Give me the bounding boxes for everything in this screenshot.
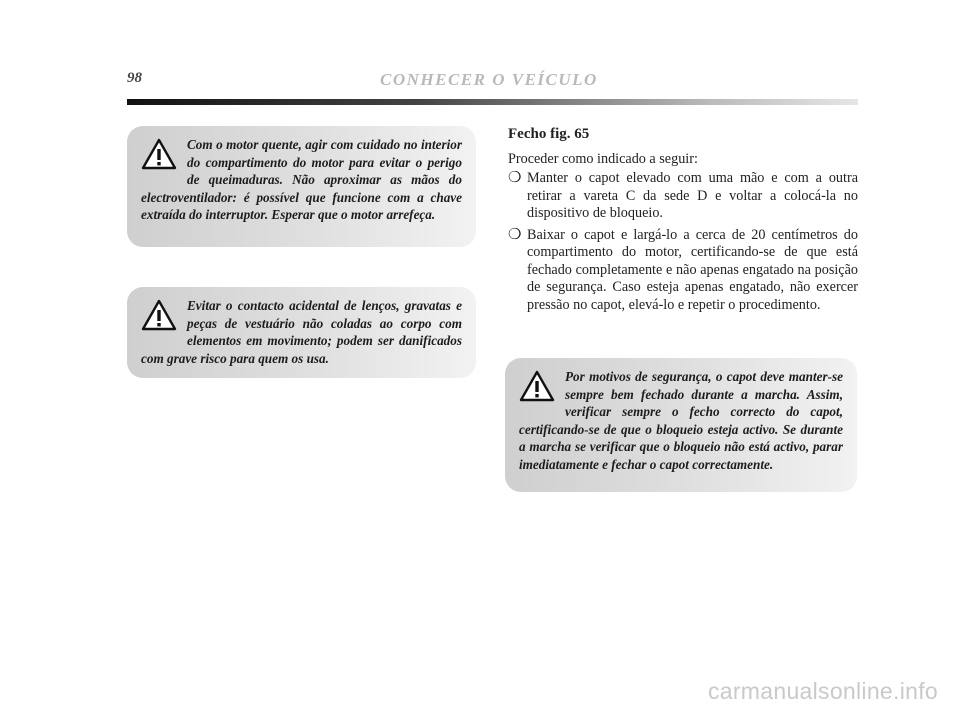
bullet-icon: ❍ (508, 170, 522, 186)
running-title: CONHECER O VEÍCULO (380, 70, 598, 89)
warning-box-hot-engine (127, 126, 476, 247)
header-rule (127, 99, 858, 105)
warning-box-bonnet-safety (505, 358, 857, 492)
warning-box-clothing (127, 287, 476, 378)
page-number: 98 (127, 70, 142, 86)
bullet-icon: ❍ (508, 226, 522, 243)
list-item (508, 227, 858, 315)
warning-triangle-icon (141, 138, 177, 170)
warning-text: Com o motor quente, agir com cuidado no interior do compartimento do motor para evitar o perigo de queimaduras. Não aproximar as mãos do electroventilador: é possível que funcione com a chave extraída do interruptor. Esperar que o motor arrefeça. (141, 137, 462, 223)
warning-text: Evitar o contacto acidental de lenços, gravatas e peças de vestuário não coladas ao corpo com elementos em movimento; podem ser danificados com grave risco para quem os usa. (141, 298, 462, 366)
step-text: Baixar o capot e largá-lo a cerca de 20 centímetros do compartimento do motor, certificando-se de que está fechado completamente e não apenas engatado na posição de segurança. Caso esteja apenas engatado, não exercer pressão no capot, elevá-lo e repetir o procedimento. (527, 226, 858, 313)
step-text: Manter o capot elevado com uma mão e com a outra retirar a vareta C da sede D e voltar a colocá-la no dispositivo de bloqueio. (527, 170, 858, 221)
watermark: carmanualsonline.info (707, 678, 938, 704)
warning-triangle-icon (519, 370, 555, 402)
warning-triangle-icon (141, 299, 177, 331)
steps-list (508, 170, 858, 318)
section-title: Fecho fig. 65 (508, 126, 590, 142)
warning-text: Por motivos de segurança, o capot deve manter-se sempre bem fechado durante a marcha. Assim, verificar sempre o fecho correcto do capot, certificando-se de que o bloqueio esteja activo. Se durante a marcha se verificar que o bloqueio não está activo, parar imediatamente e fechar o capot correctamente. (519, 369, 843, 472)
list-item (508, 170, 858, 223)
section-intro: Proceder como indicado a seguir: (508, 151, 698, 167)
